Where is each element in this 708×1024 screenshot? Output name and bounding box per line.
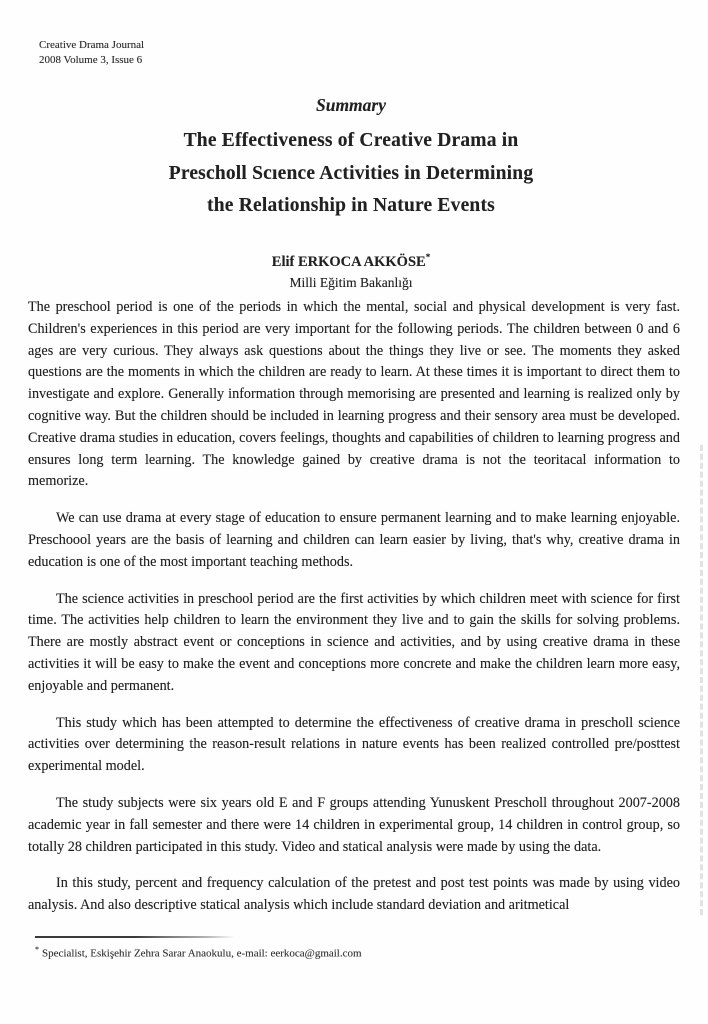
author-affiliation: Milli Eğitim Bakanlığı (289, 275, 413, 291)
footnote (35, 943, 635, 961)
journal-header (39, 38, 144, 68)
scan-artifact-right-edge (700, 445, 703, 915)
paragraph-6: In this study, percent and frequency calculation of the pretest and post test points was made by using video analysis. And also descriptive statical analysis which include standard deviation and aritmetical (28, 875, 680, 914)
author-line (28, 248, 674, 272)
article-heading (28, 94, 674, 292)
author-footnote-marker: * (425, 251, 431, 262)
footnote-text: Specialist, Eskişehir Zehra Sarar Anaokulu, e-mail: eerkoca@gmail.com (42, 947, 362, 960)
paragraph-2: We can use drama at every stage of education to ensure permanent learning and to make learning enjoyable. Preschoool years are the basis of learning and children can learn easier by living, that's why, creative drama in education is one of the most important teaching methods. (28, 510, 680, 570)
author-name: Elif ERKOCA AKKÖSE (271, 253, 426, 270)
title-line-1: The Effectiveness of Creative Drama in (183, 130, 519, 151)
footnote-area (35, 936, 635, 961)
summary-label: Summary (315, 95, 387, 115)
footnote-marker: * (35, 945, 39, 954)
paragraph-1: The preschool period is one of the periods in which the mental, social and physical development is very fast. Children's experiences in this period are very important for the following periods. The children between 0 and 6 ages are very curious. They always ask questions about the things they live or see. The moments they asked questions are the moments in which the children are ready to learn. At these times it is important to direct them to investigate and explore. Generally information through memorising are presented and learning is realized only by cognitive way. But the children should be included in learning progress and their sensory area must be developed. Creative drama studies in education, covers feelings, thoughts and capabilities of children to learning progress and ensures long term learning. The knowledge gained by creative drama is not the teoritacal information to memorize. (28, 299, 680, 490)
paragraph-4: This study which has been attempted to determine the effectiveness of creative drama in prescholl science activities over determining the reason-result relations in nature events has been realized controlled pre/posttest experimental model. (28, 714, 680, 775)
article-body (28, 297, 680, 932)
article-title (28, 125, 674, 223)
paragraph-3: The science activities in preschool period are the first activities by which children meet with science for first time. The activities help children to learn the environment they live and to gain the skills for solving problems. There are mostly abstract event or conceptions in science and activities, and by using creative drama in these activities it will be easy to make the event and conceptions more concrete and make the children learn more easy, enjoyable and permanent. (28, 590, 680, 694)
journal-issue: 2008 Volume 3, Issue 6 (39, 54, 143, 66)
title-line-3: the Relationship in Nature Events (207, 195, 495, 216)
footnote-divider (35, 936, 235, 938)
journal-name: Creative Drama Journal (39, 39, 145, 51)
title-line-2: Prescholl Scıence Activities in Determining (168, 162, 534, 184)
paragraph-5: The study subjects were six years old E and F groups attending Yunuskent Prescholl throughout 2007-2008 academic year in fall semester and there were 14 children in experimental group, 14 children in control group, so totally 28 children participated in this study. Video and statical analysis were made by using the data. (28, 794, 680, 855)
